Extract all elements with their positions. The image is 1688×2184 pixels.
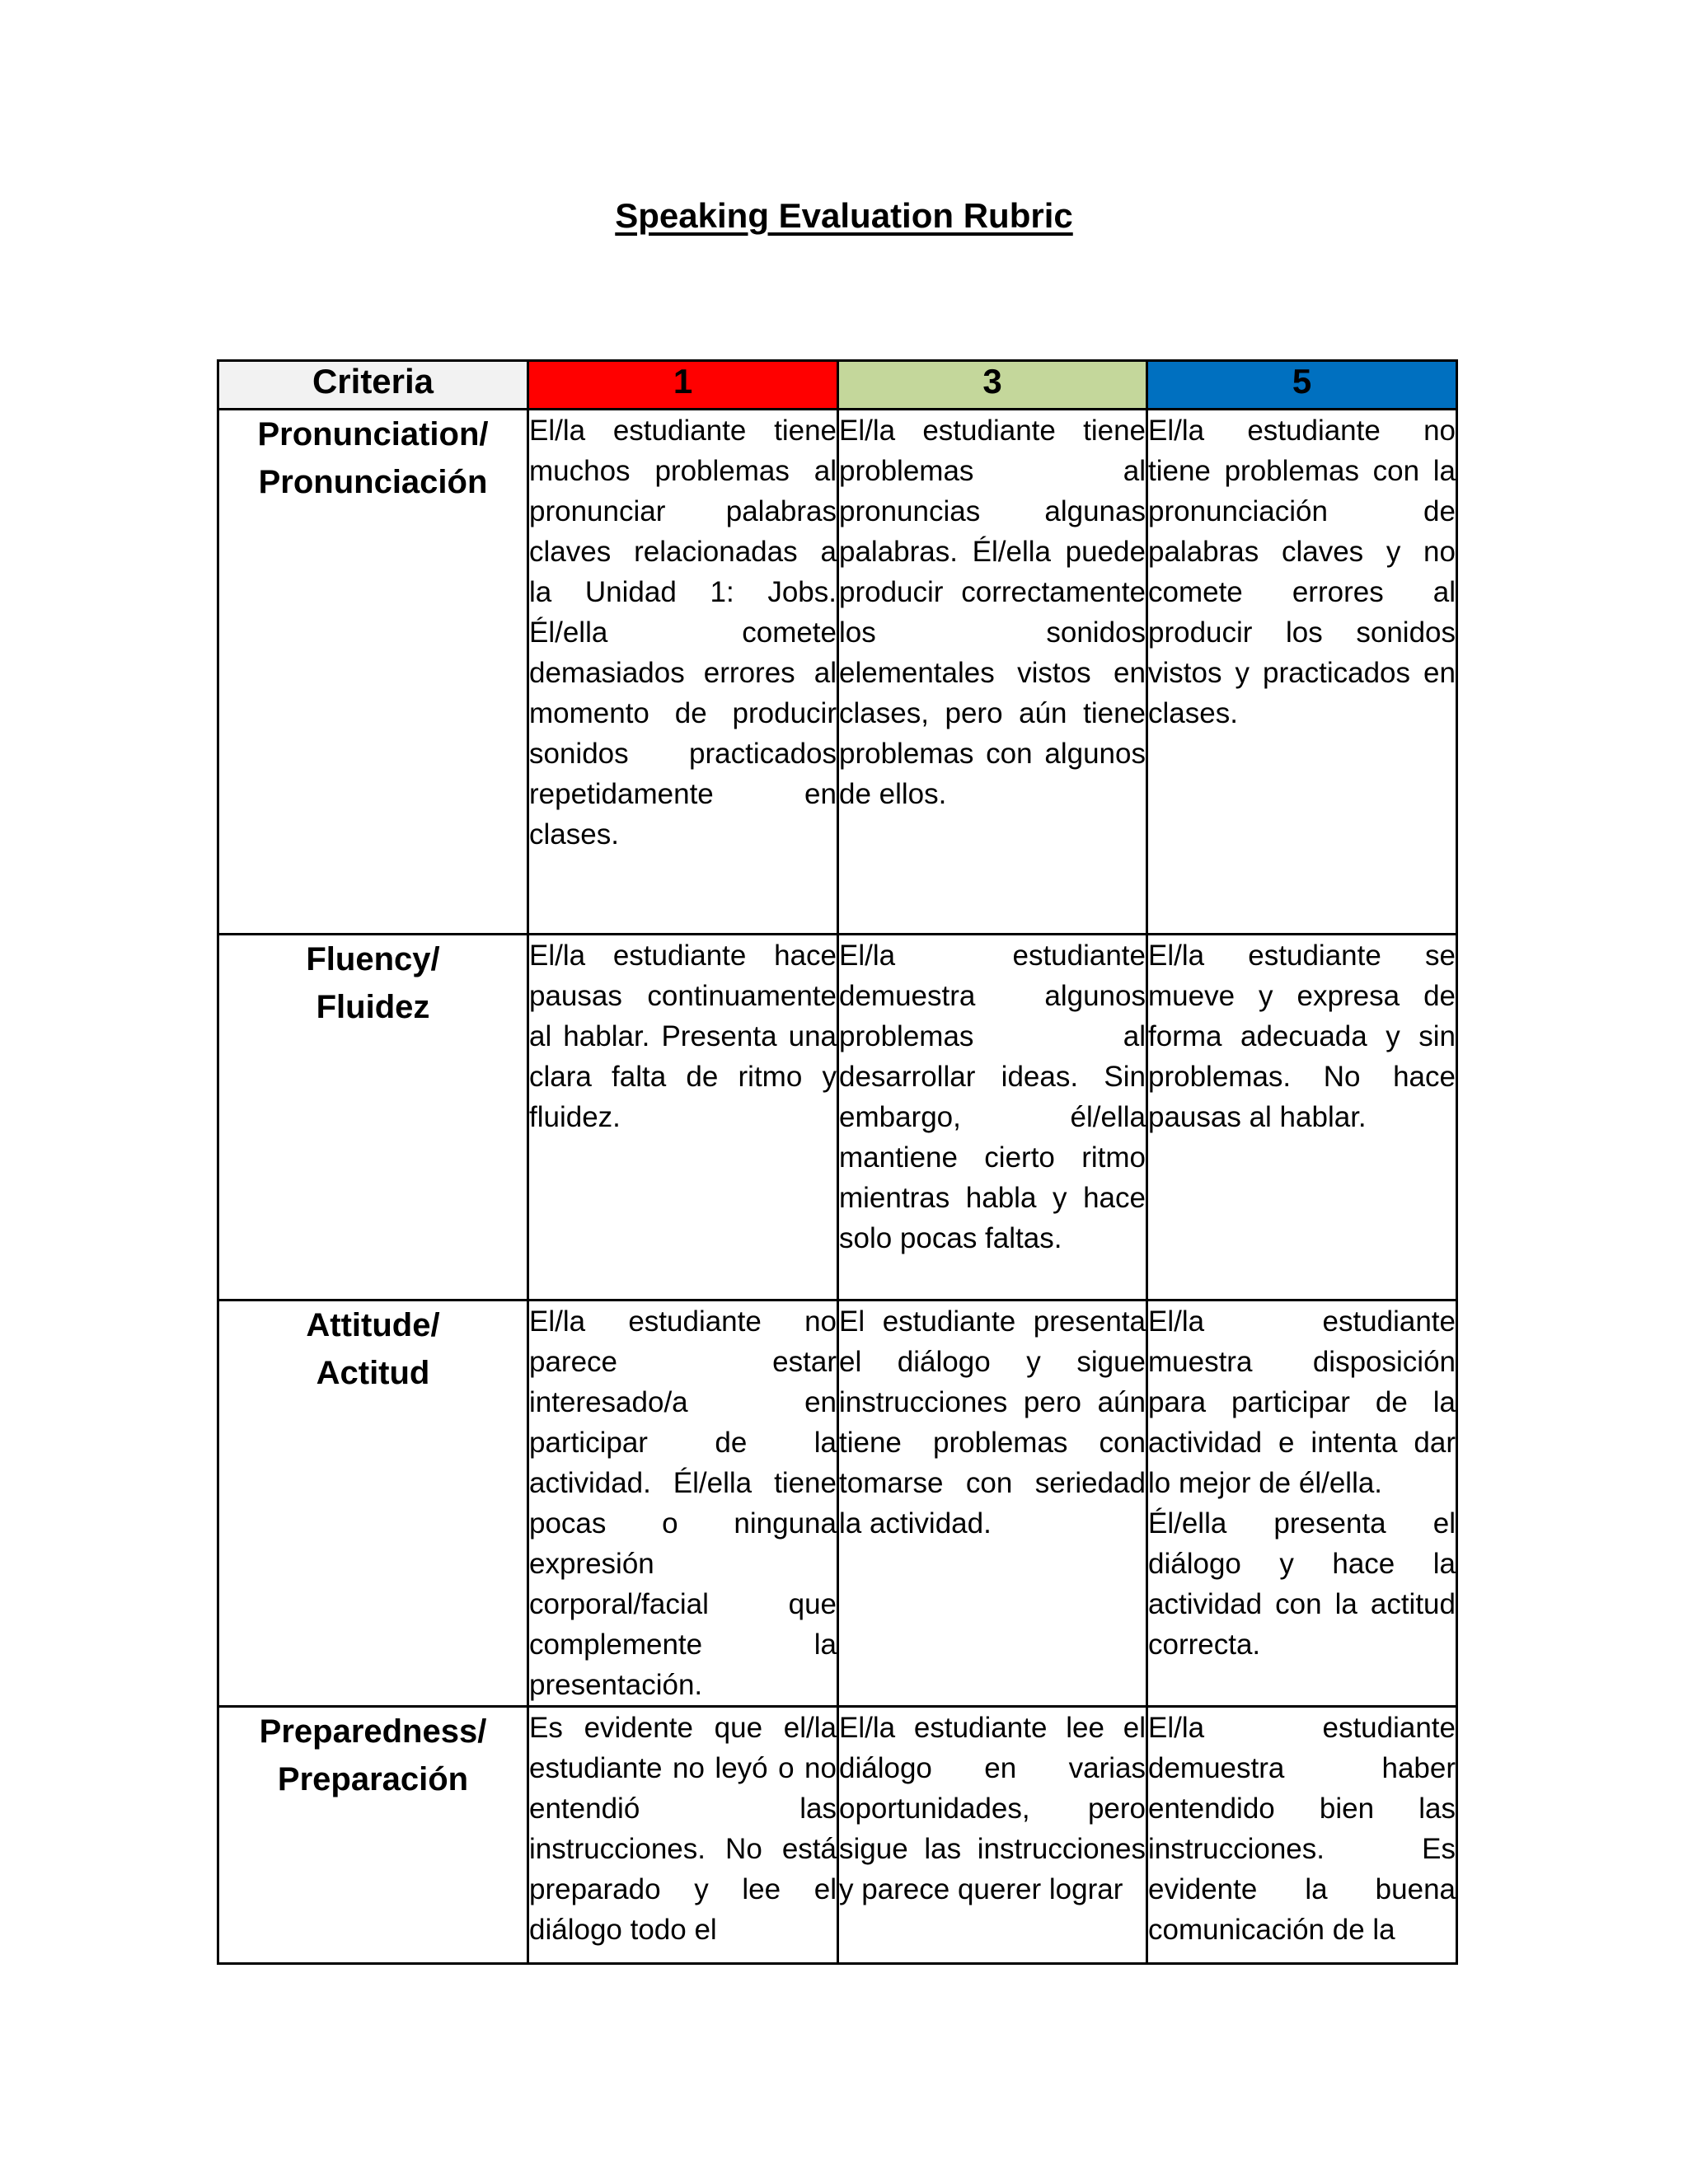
descriptor-score-5 — [1147, 1301, 1457, 1707]
descriptor-score-3: El/la estudiante tiene problemas al pronuncias algunas palabras. Él/ella puede producir correctamente los sonidos elementales vistos en clases, pero aún tiene problemas con algunos de ellos. — [838, 410, 1147, 935]
descriptor-paragraph: El/la estudiante muestra disposición para participar de la actividad e intenta dar lo mejor de él/ella. — [1148, 1305, 1456, 1499]
criterion-english: Fluency/ — [306, 941, 440, 977]
criterion-cell — [218, 1707, 528, 1964]
rubric-row-attitude — [218, 1301, 1457, 1707]
rubric-row-fluency — [218, 935, 1457, 1301]
rubric-row-preparedness — [218, 1707, 1457, 1964]
criterion-cell — [218, 1301, 528, 1707]
descriptor-score-5 — [1147, 1707, 1457, 1964]
descriptor-score-5: El/la estudiante se mueve y expresa de forma adecuada y sin problemas. No hace pausas al hablar. — [1147, 935, 1457, 1301]
header-row — [218, 361, 1457, 410]
header-score-3: 3 — [838, 361, 1147, 410]
descriptor-paragraph: Él/ella presenta el diálogo y hace la actividad con la actitud correcta. — [1148, 1507, 1456, 1661]
header-score-1: 1 — [528, 361, 838, 410]
descriptor-text: El/la estudiante demuestra haber entendido bien las instrucciones. Es evidente la buena comunicación de la — [1148, 1712, 1456, 1946]
criterion-spanish: Actitud — [316, 1355, 430, 1391]
criterion-cell — [218, 410, 528, 935]
descriptor-score-1 — [528, 1707, 838, 1964]
descriptor-score-1: El/la estudiante tiene muchos problemas al pronunciar palabras claves relacionadas a la Unidad 1: Jobs. Él/ella comete demasiados errores al momento de producir sonidos practicados repetidamente en clases. — [528, 410, 838, 935]
header-score-5: 5 — [1147, 361, 1457, 410]
descriptor-score-3: El estudiante presenta el diálogo y sigue instrucciones pero aún tiene problemas con tomarse con seriedad la actividad. — [838, 1301, 1147, 1707]
criterion-cell — [218, 935, 528, 1301]
descriptor-score-1: El/la estudiante no parece estar interesado/a en participar de la actividad. Él/ella tiene pocas o ninguna expresión corporal/facial que complemente la presentación. — [528, 1301, 838, 1707]
criterion-english: Preparedness/ — [259, 1713, 487, 1750]
criterion-spanish: Pronunciación — [258, 464, 488, 500]
header-criteria: Criteria — [218, 361, 528, 410]
descriptor-text: Es evidente que el/la estudiante no leyó o no entendió las instrucciones. No está preparado y lee el diálogo todo el — [529, 1712, 837, 1946]
page-title: Speaking Evaluation Rubric — [615, 196, 1073, 235]
criterion-spanish: Fluidez — [316, 989, 430, 1025]
descriptor-score-3: El/la estudiante demuestra algunos problemas al desarrollar ideas. Sin embargo, él/ella mantiene cierto ritmo mientras habla y hace solo pocas faltas. — [838, 935, 1147, 1301]
descriptor-score-3 — [838, 1707, 1147, 1964]
rubric-row-pronunciation — [218, 410, 1457, 935]
rubric-table — [217, 359, 1458, 1965]
criterion-spanish: Preparación — [277, 1761, 469, 1797]
criterion-english: Attitude/ — [306, 1307, 440, 1343]
descriptor-score-1: El/la estudiante hace pausas continuamente al hablar. Presenta una clara falta de ritmo y fluidez. — [528, 935, 838, 1301]
descriptor-text: El/la estudiante lee el diálogo en varias oportunidades, pero sigue las instrucciones y parece querer lograr — [839, 1712, 1146, 1905]
descriptor-score-5: El/la estudiante no tiene problemas con la pronunciación de palabras claves y no comete errores al producir los sonidos vistos y practicados en clases. — [1147, 410, 1457, 935]
criterion-english: Pronunciation/ — [257, 416, 489, 452]
